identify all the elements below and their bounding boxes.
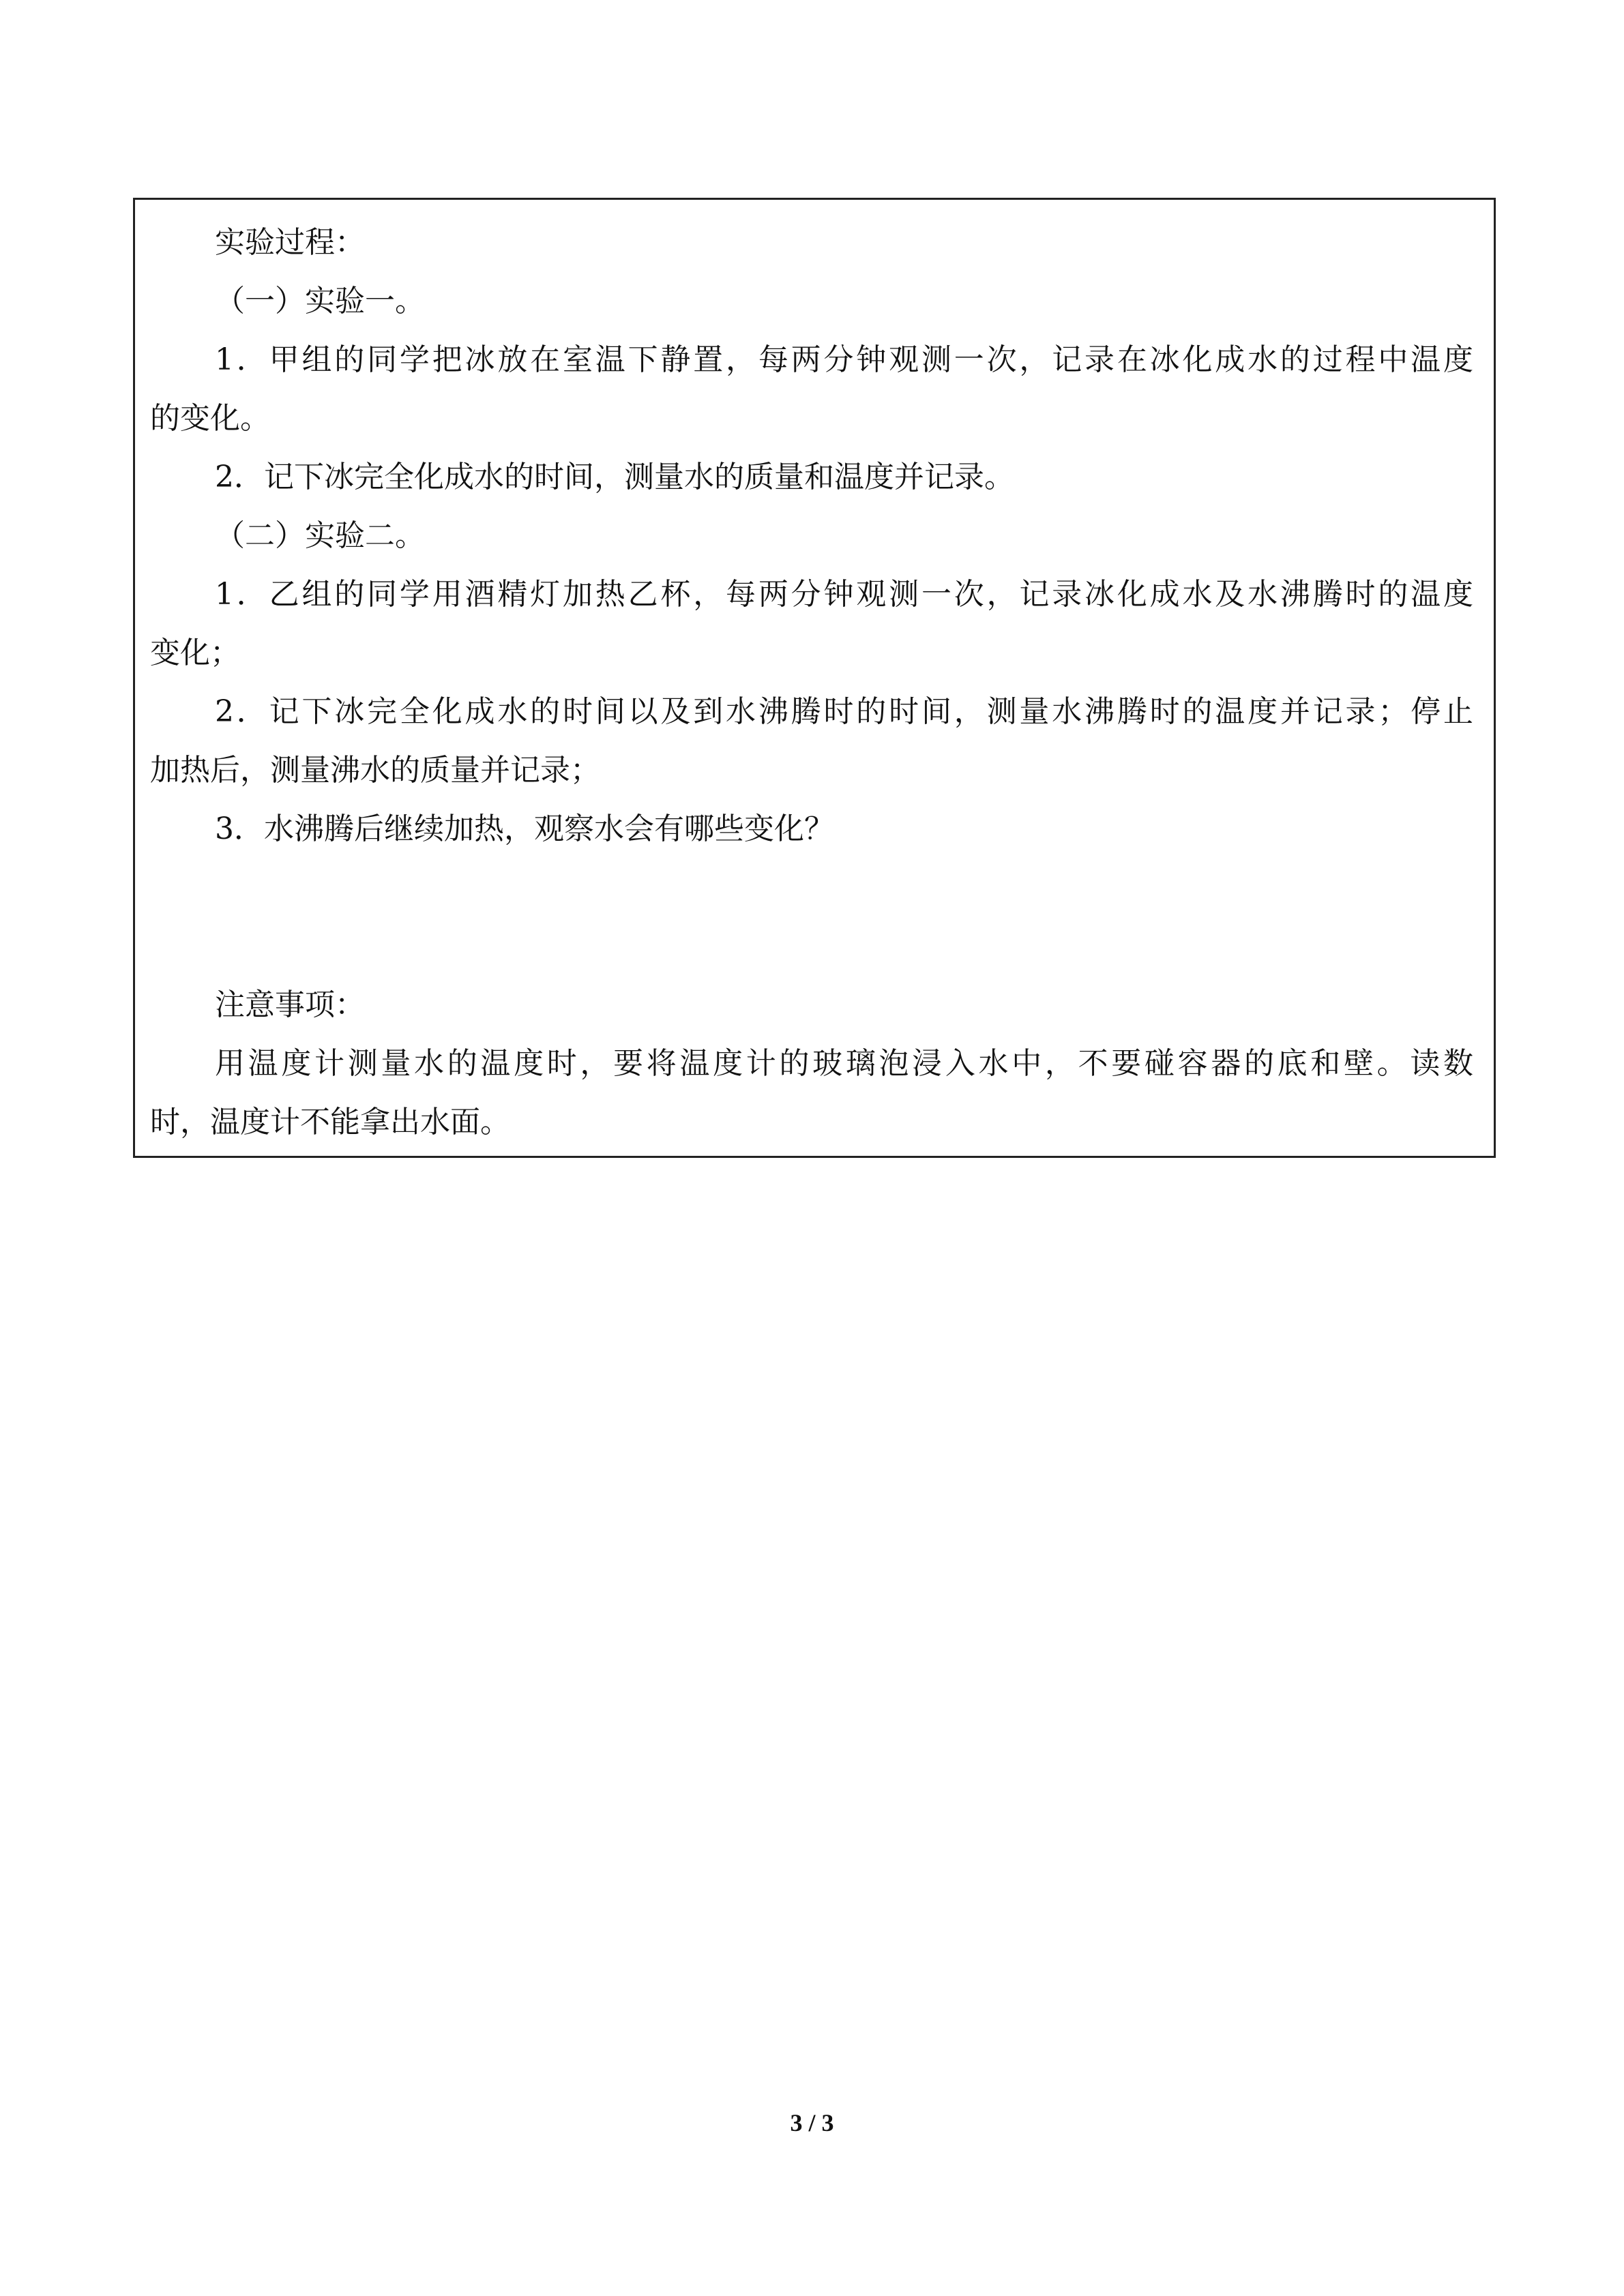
process-heading: 实验过程： [215,225,365,260]
page-number: 3 / 3 [790,2109,834,2136]
exp1-step1-line2: 的变化。 [150,401,270,436]
exp2-step1-line2: 变化； [150,636,240,670]
content-frame [133,198,1496,1158]
blank-space [150,859,1473,976]
exp1-step1-line1: 1．甲组的同学把冰放在室温下静置，每两分钟观测一次，记录在冰化成水的过程中温度 [215,342,1473,377]
exp2-step3: 3．水沸腾后继续加热，观察水会有哪些变化？ [215,811,834,846]
notes-heading: 注意事项： [215,987,365,1022]
exp2-step2-line2: 加热后，测量沸水的质量并记录； [150,753,600,788]
experiment-text [150,213,1473,1152]
exp1-heading: （一）实验一。 [215,284,425,318]
notes-line1: 用温度计测量水的温度时，要将温度计的玻璃泡浸入水中，不要碰容器的底和壁。读数 [215,1046,1473,1081]
notes-line2: 时，温度计不能拿出水面。 [150,1105,510,1139]
exp2-step1-line1: 1．乙组的同学用酒精灯加热乙杯，每两分钟观测一次，记录冰化成水及水沸腾时的温度 [215,577,1473,612]
exp2-heading: （二）实验二。 [215,518,425,553]
exp2-step2-line1: 2．记下冰完全化成水的时间以及到水沸腾时的时间，测量水沸腾时的温度并记录；停止 [215,694,1473,729]
exp1-step2: 2．记下冰完全化成水的时间，测量水的质量和温度并记录。 [215,460,1014,494]
